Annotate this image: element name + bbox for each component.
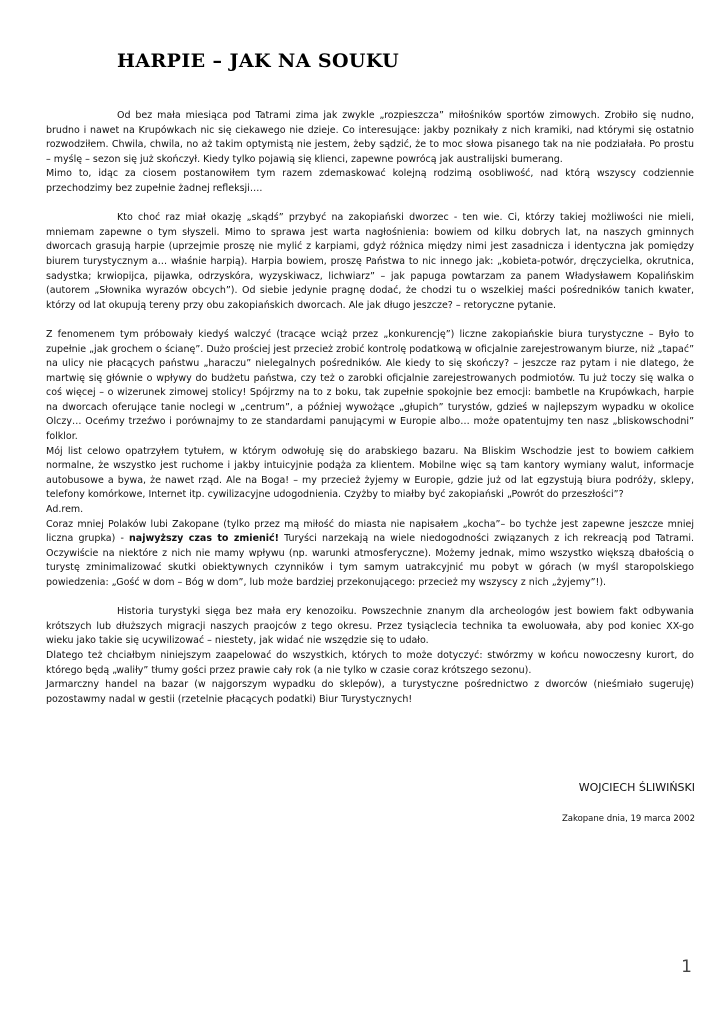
author-signature: WOJCIECH ŚLIWIŃSKI <box>578 781 695 794</box>
paragraph-5: Mój list celowo opatrzyłem tytułem, w którym odwołuję się do arabskiego bazaru. Na Bliskim Wschodzie jest to bowiem całkiem normalne, że wszystko jest ruchome i jakby intuicyjnie podąża za klientem. Mobilne więc są tam kantory wymiany walut, informacje autobusowe a bywa, że nawet rząd. Ale na Boga! – my przecież żyjemy w Europie, gdzie już od lat egzystują biura podróży, sklepy, telefony komórkowe, Internet itp. cywilizacyjne udogodnienia. Czyżby to miałby być zakopiański „Powrót do przeszłości”? <box>46 445 694 501</box>
paragraph-3: Kto choć raz miał okazję „skądś” przybyć na zakopiański dworzec - ten wie. Ci, którzy takiej możliwości nie mieli, mniemam zapewne o tym słyszeli. Mimo to sprawa jest warta nagłośnienia: bowiem od kilku dobrych lat, na naszych gminnych dworcach grasują harpie (uprzejmie proszę nie mylić z karpiami, gdyż różnica między nimi jest zasadnicza i identyczna jak pomiędzy biurem turystycznym a… właśnie harpią). Harpia bowiem, proszę Państwa to nic innego jak: „kobieta-potwór, dręczycielka, okrutnica, sadystka; krwiopijca, pijawka, odrzyskóra, wyzyskiwacz, lichwiarz” – jak papuga powtarzam za panem Władysławem Kopalińskim (autorem „Słownika wyrazów obcych”). Od siebie jedynie pragnę dodać, że chodzi tu o wszelkiej maści pośredników tanich kwater, którzy od lat okupują tereny przy obu zakopiańskich dworcach. Ale jak długo jeszcze? – retoryczne pytanie. <box>46 212 694 311</box>
paragraph-spacer <box>46 313 694 328</box>
paragraph-6: Ad.rem. <box>46 504 84 516</box>
paragraph-8: Historia turystyki sięga bez mała ery kenozoiku. Powszechnie znanym dla archeologów jest bowiem fakt odbywania krótszych lub dłuższych migracji naszych praojców z tego okresu. Przez tysiąclecia technika ta ewoluowała, aby pod koniec XX-go wieku jako takie się ucywilizować – niestety, jak widać nie wszędzie się to udało. <box>46 606 694 647</box>
paragraph-7-start: Coraz mniej Polaków lubi Zakopane (tylko przez mą miłość do miasta nie napisałem „kocha”– bo tychże jest zapewne jeszcze mniej liczna grupka) - <box>46 518 694 545</box>
paragraph-9: Dlatego też chciałbym niniejszym zaapelować do wszystkich, których to może dotyczyć: stwórzmy w końcu nowoczesny kurort, do którego będą „waliły” tłumy gości przez prawie cały rok (a nie tylko w czasie coraz krótszego sezonu). <box>46 649 694 676</box>
paragraph-4: Z fenomenem tym próbowały kiedyś walczyć (tracące wciąż przez „konkurencję”) liczne zakopiańskie biura turystyczne – Było to zupełnie „jak grochem o ścianę”. Dużo prościej jest przecież zrobić kontrolę podatkową w oficjalnie zarejestrowanym biurze, niż „tapać” na ulicy nie płacących państwu „haraczu” nielegalnych pośredników. Ale kiedy to się skończy? – jeszcze raz pytam i nie dlatego, że martwię się głównie o wpływy do budżetu państwa, czy też o zarobki oficjalnie zarejestrowanych podmiotów. Tu już toczy się walka o coś więcej – o wizerunek zimowej stolicy! Spójrzmy na to z boku, tak zupełnie spokojnie bez emocji: bambetle na Krupówkach, harpie na dworcach oferujące tanie noclegi w „centrum”, a później wywożące „głupich” turystów, gdzieś w najlepszym wypadku w okolice Olczy… Oceńmy trzeźwo i porównajmy to ze standardami panującymi w Europie albo… może opatentujmy ten nasz „bliskowschodni” folklor. <box>46 328 694 443</box>
page-number: 1 <box>681 957 692 977</box>
paragraph-spacer <box>46 591 694 606</box>
article-title: HARPIE – JAK NA SOUKU <box>117 50 400 72</box>
paragraph-10: Jarmarczny handel na bazar (w najgorszym wypadku do sklepów), a turystyczne pośrednictwo z dworców (nieśmiało sugeruję) pozostawmy nadal w gestii (rzetelnie płacących podatki) Biur Turystycznych! <box>46 679 694 705</box>
paragraph-7-end: Turyści narzekają na wiele niedogodności związanych z ich rekreacją pod Tatrami. Oczywiście na niektóre z nich nie mamy wpływu (np. warunki atmosferyczne). Możemy jednak, mimo wszystko większą dbałością o turystę zminimalizować skutki obiektywnych czynników i tym samym uatrakcyjnić mu pobyt w górach (w myśl staropolskiego powiedzenia: „Gość w dom – Bóg w dom”, lub może bardziej przekonującego: przecież my wszyscy z nich „żyjemy”!). <box>46 533 694 588</box>
paragraph-7 <box>46 518 694 591</box>
article-body <box>46 109 694 707</box>
paragraph-spacer <box>46 197 694 212</box>
paragraph-2: Mimo to, idąc za ciosem postanowiłem tym razem zdemaskować kolejną rodzimą osobliwość, nad którą wszyscy codziennie przechodzimy bez zupełnie żadnej refleksji…. <box>46 168 694 194</box>
paragraph-1: Od bez mała miesiąca pod Tatrami zima jak zwykle „rozpieszcza” miłośników sportów zimowych. Zrobiło się nudno, brudno i nawet na Krupówkach nic się ciekawego nie dzieje. Co interesujące: jakby poznikały z nich kramiki, nad którymi się ostatnio rozwodziłem. Chwila, chwila, no aż takim optymistą nie jestem, żeby sądzić, że to moc słowa pisanego tak na nie podziałała. Po prostu – myślę – sezon się już skończył. Kiedy tylko pojawią się klienci, zapewne powrócą jak australijski bumerang. <box>46 110 694 165</box>
paragraph-7-emphasis: najwyższy czas to zmienić! <box>129 533 279 545</box>
dateline: Zakopane dnia, 19 marca 2002 <box>561 814 695 824</box>
